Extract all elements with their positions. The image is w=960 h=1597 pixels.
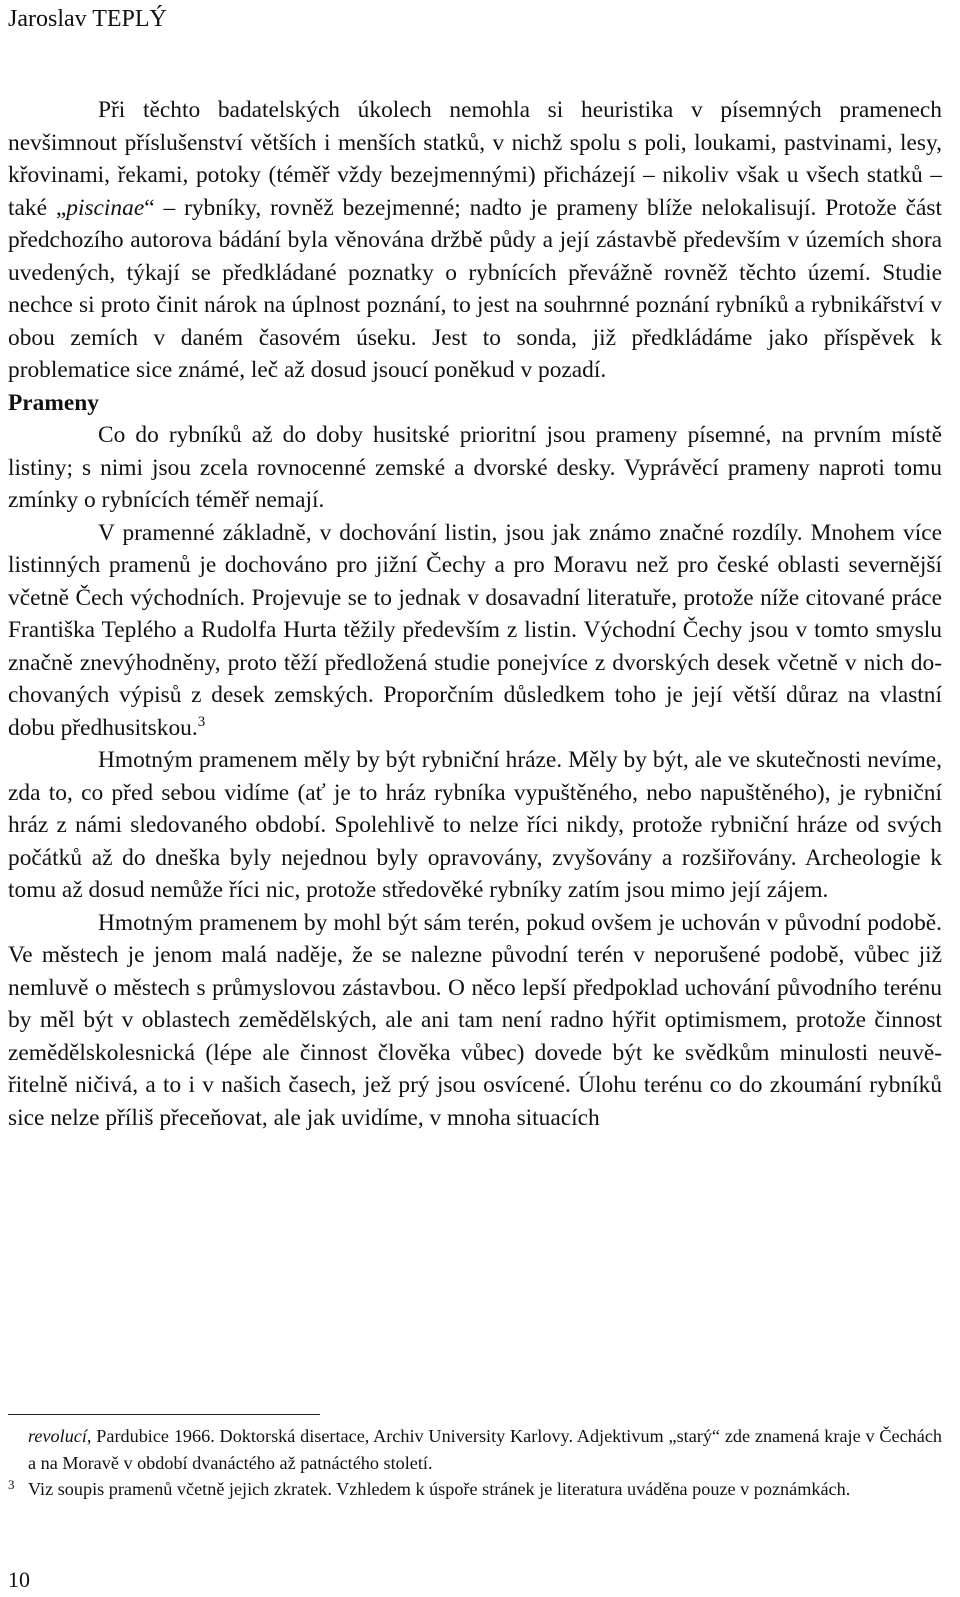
footnotes — [8, 1423, 942, 1503]
paragraph-1: Co do rybníků až do doby husitské prioritní jsou prameny písemné, na prvním místě listiny; s nimi jsou zcela rovnocenné zemské a dvorské desky. Vyprávěcí prameny naproti tomu zmínky o rybnících téměř nemají. — [8, 422, 942, 513]
footnote-3-number: 3 — [8, 1477, 15, 1492]
intro-part-1: Při těchto badatelských úkolech nemohla si heuristika v písemných pramenech nevšimnout příslušenství větších i menších statků, v nichž spolu s poli, loukami, pastvinami, lesy, křovinami, řekami, potoky (téměř vždy bezejmennými) přicházejí – nikoliv však u všech statků – také „ — [8, 97, 942, 221]
footnote-separator — [8, 1414, 320, 1415]
intro-latin-term: piscinae — [66, 194, 145, 221]
paragraph-2 — [8, 517, 942, 745]
footnote-continuation — [8, 1423, 942, 1476]
intro-part-2: “ – rybníky, rovněž bezejmenné; nadto je prameny blíže nelokalisují. Protože část předchozího autorova bádání byla věnována držbě půdy a její zástavbě především v územích shora uvedených, týkají se předkládané poznatky o rybnících převážně rovněž těchto území. Studie nechce si proto činit nárok na úplnost poznání, to jest na souhrnné poznání rybníků a rybnikářství v obou zemích v daném časovém úseku. Jest to sonda, již předkládáme jako příspěvek k problematice sice známé, leč až dosud jsoucí poněkud v pozadí. — [8, 194, 943, 383]
footnote-3-text: Viz soupis pramenů včetně jejich zkratek. Vzhledem k úspoře stránek je literatura uváděna pouze v poznámkách. — [28, 1479, 851, 1499]
page-number: 10 — [8, 1567, 30, 1592]
section-title-prameny: Prameny — [8, 389, 99, 416]
paragraph-2-text: V pramenné základně, v dochování listin, jsou jak známo značné rozdíly. Mnohem více listinných pramenů je dochováno pro jižní Čechy a pro Moravu než pro české oblasti severnější včetně Čech východních. Projevuje se to jednak v dosavadní literatuře, protože níže citované práce Františka Teplého a Rudolfa Hurta těžily především z listin. Východní Čechy jsou v tomto smyslu značně znevýhodněny, proto těží předložená studie ponejvíce z dvorských desek včetně v nich dochovaných výpisů z desek zemských. Proporčním důsledkem toho je její větší důraz na vlastní dobu předhusitskou. — [8, 519, 942, 741]
running-header-author: Jaroslav TEPLÝ — [8, 6, 167, 32]
footnote-3 — [8, 1476, 942, 1503]
intro-paragraph — [8, 94, 942, 387]
footnote-reference-3: 3 — [197, 713, 206, 730]
footnote-continuation-text: , Pardubice 1966. Doktorská disertace, Archiv University Karlovy. Adjektivum „starý“ zde znamená kraje v Čechách a na Moravě v období dvanáctého až patnáctého století. — [28, 1426, 942, 1473]
main-text — [8, 94, 942, 1134]
paragraph-4: Hmotným pramenem by mohl být sám terén, pokud ovšem je uchován v původní podobě. Ve městech je jenom malá naděje, že se nalezne původní terén v neporušené podobě, vůbec již nemluvě o městech s průmyslovou zástavbou. O něco lepší předpoklad uchování původního terénu by měl být v oblastech zemědělských, ale ani tam není radno hýřit optimismem, protože činnost zemědělskolesnická (lépe ale činnost člověka vůbec) dovede být ke svědkům minulosti neuvěřitelně ničivá, a to i v našich časech, jež prý jsou osvícené. Úlohu terénu co do zkoumání rybníků sice nelze příliš přeceňovat, ale jak uvidíme, v mnoha situacích — [8, 909, 942, 1131]
footnote-continuation-italic: revolucí — [28, 1426, 87, 1446]
paragraph-3: Hmotným pramenem měly by být rybniční hráze. Měly by být, ale ve skutečnosti nevíme, zda to, co před sebou vidíme (ať je to hráz rybníka vypuštěného, nebo napuštěného), je rybniční hráz z námi sledovaného období. Spolehlivě to nelze říci nikdy, protože rybniční hráze od svých počátků až do dneška byly nejednou byly opravovány, zvyšovány a rozšiřovány. Archeologie k tomu až dosud nemůže říci nic, protože středověké rybníky zatím jsou mimo její zájem. — [8, 747, 942, 903]
